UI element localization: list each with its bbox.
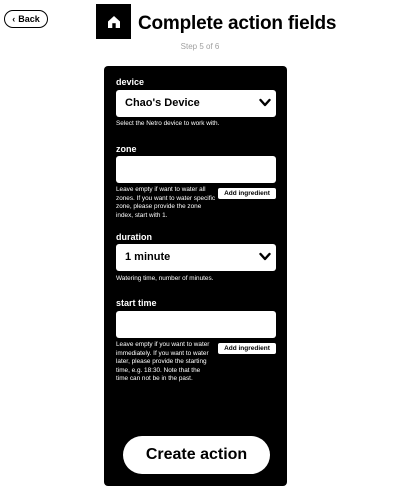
zone-add-ingredient-button[interactable]: Add ingredient [218, 188, 276, 199]
device-help: Select the Netro device to work with. [116, 120, 220, 127]
start-time-add-ingredient-button[interactable]: Add ingredient [218, 343, 276, 354]
duration-select[interactable] [116, 244, 276, 271]
page-title: Complete action fields [138, 13, 337, 34]
back-button[interactable] [4, 10, 48, 28]
start-time-input[interactable] [116, 311, 276, 338]
zone-input[interactable] [116, 156, 276, 183]
device-label: device [116, 77, 145, 87]
step-indicator: Step 5 of 6 [180, 42, 220, 51]
house-icon [107, 15, 121, 29]
chevron-left-icon: ‹ [12, 13, 16, 24]
start-time-label: start time [116, 298, 157, 308]
app-logo [96, 4, 131, 39]
zone-label: zone [116, 144, 137, 154]
duration-help: Watering time, number of minutes. [116, 275, 214, 282]
duration-value: 1 minute [125, 251, 171, 263]
device-select[interactable] [116, 90, 276, 117]
action-fields-panel [104, 66, 287, 486]
zone-help: Leave empty if want to water all zones. If you want to water specific zone, please provide the zone index, start with 1. [116, 186, 216, 219]
start-time-help: Leave empty if you want to water immediately. If you want to water later, please provide the starting time, e.g. 18:30. Note that the time can not be in the past. [116, 341, 210, 383]
device-value: Chao's Device [125, 97, 200, 109]
chevron-down-icon [259, 252, 271, 262]
back-label: Back [18, 14, 40, 24]
create-action-button[interactable]: Create action [123, 436, 270, 474]
chevron-down-icon [259, 98, 271, 108]
duration-label: duration [116, 232, 152, 242]
